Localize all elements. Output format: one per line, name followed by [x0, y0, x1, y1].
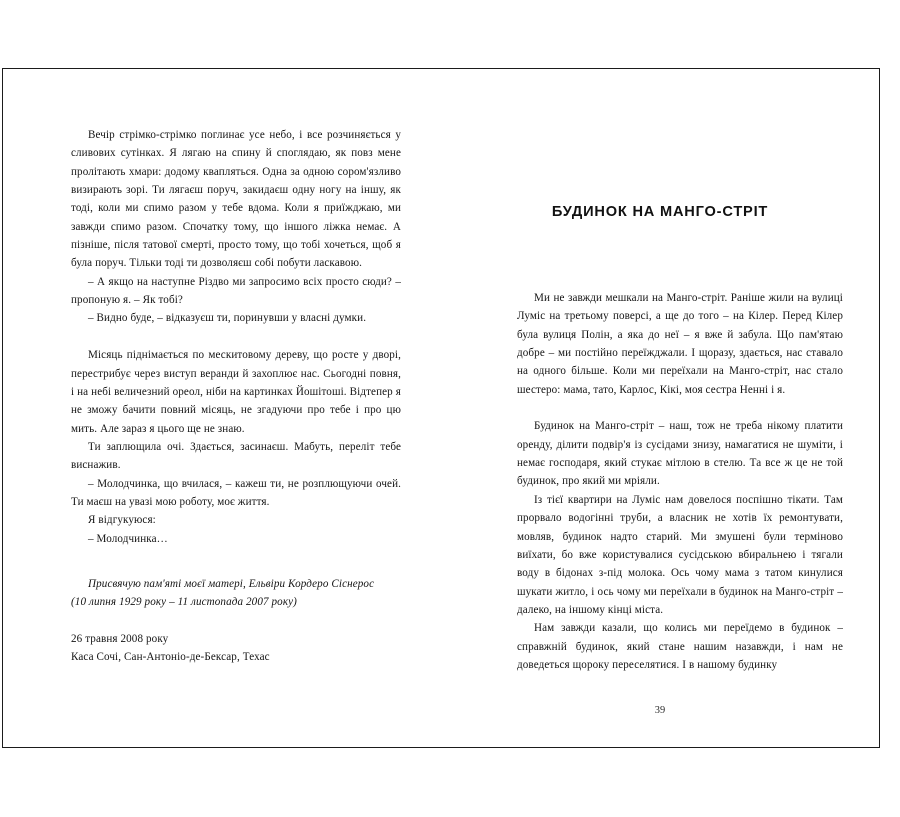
book-spread [2, 68, 880, 748]
paragraph: Місяць піднімається по мескитовому дереву, що росте у дворі, перестрибує через виступ веранди й захоплює нас. Сьогодні повня, і на небі величезний ореол, ніби на картинках Йошітоші. Відтепер я не зможу бачити повний місяць, не згадуючи про тебе і про цю мить. Але зараз я цього ще не знаю. [71, 349, 401, 435]
dedication-line-1: Присвячую пам'яті моєї матері, Ельвіри Кордеро Сіснерос [88, 577, 375, 590]
paragraph: Будинок на Манго-стріт – наш, тож не треба нікому платити оренду, ділити подвір'я із сусідами знизу, намагатися не шуміти, і немає господаря, який стукає мітлою в стелю. Та все ж це не той будинок, про який ми мріяли. [517, 420, 843, 488]
right-page-textblock [517, 289, 843, 674]
colophon-place: Каса Сочі, Сан-Антоніо-де-Бексар, Техас [71, 651, 270, 664]
dedication-line-2: (10 липня 1929 року – 11 листопада 2007 року) [71, 596, 297, 609]
chapter-title: БУДИНОК НА МАНГО-СТРІТ [551, 204, 769, 220]
paragraph: – Молодчинка… [88, 532, 168, 545]
paragraph: Із тієї квартири на Луміс нам довелося поспішно тікати. Там прорвало водогінні труби, а власник не хотів їх ремонтувати, мовляв, будинок надто старий. Ми змушені були терміново виїхати, бо вже користувалися сусідською вбиральнею і тягали воду в бідонах з-під молока. Ось чому мама з татом кинулися шукати житло, і ось чому ми переїхали в будинок на Манго-стріт – далеко, на іншому кінці міста. [517, 493, 843, 616]
paragraph: – Видно буде, – відказуєш ти, поринувши у власні думки. [88, 312, 367, 325]
paragraph: Ми не завжди мешкали на Манго-стріт. Раніше жили на вулиці Луміс на третьому поверсі, а ще до того – на Кілер. Перед Кілер була вулиця Полін, а яка до неї – я вже й забула. Що пам'ятаю добре – ми постійно переїжджали. І щоразу, здається, нас ставало на одного більше. Коли ми переїхали на Манго-стріт, нас стало шестеро: мама, тато, Карлос, Кікі, моя сестра Ненні і я. [517, 292, 843, 396]
right-page [441, 69, 879, 747]
left-page-textblock [71, 126, 401, 667]
paragraph: Ти заплющила очі. Здається, засинаєш. Мабуть, переліт тебе виснажив. [71, 440, 401, 472]
left-page [3, 69, 441, 747]
paragraph: – А якщо на наступне Різдво ми запросимо всіх просто сюди? – пропоную я. – Як тобі? [71, 275, 401, 307]
page-number: 39 [654, 705, 666, 716]
paragraph: Нам завжди казали, що колись ми переїдемо в будинок – справжній будинок, який стане нашим назавжди, і нам не доведеться щороку переселятися. І в нашому будинку [517, 622, 843, 671]
paragraph: – Молодчинка, що вчилася, – кажеш ти, не розплющуючи очей. Ти маєш на увазі мою роботу, моє життя. [71, 477, 401, 508]
colophon-date: 26 травня 2008 року [71, 633, 169, 646]
paragraph: Вечір стрімко-стрімко поглинає усе небо, і все розчиняється у сливових сутінках. Я лягаю на спину й споглядаю, як повз мене пролітають хмари: додому квапляться. Одна за одною сором'язливо визирають зорі. Ти лягаєш поруч, закидаєш одну ногу на іншу, як тоді, коли ми спимо разом у тебе вдома. Коли я приїжджаю, ми завжди спимо разом. Спочатку тому, що іншого ліжка немає. А пізніше, після татової смерті, просто тому, що тобі хочеться, щоб я була поруч. Тільки тоді ти дозволяєш собі побути ласкавою. [71, 129, 401, 270]
paragraph: Я відгукуюся: [88, 514, 156, 527]
